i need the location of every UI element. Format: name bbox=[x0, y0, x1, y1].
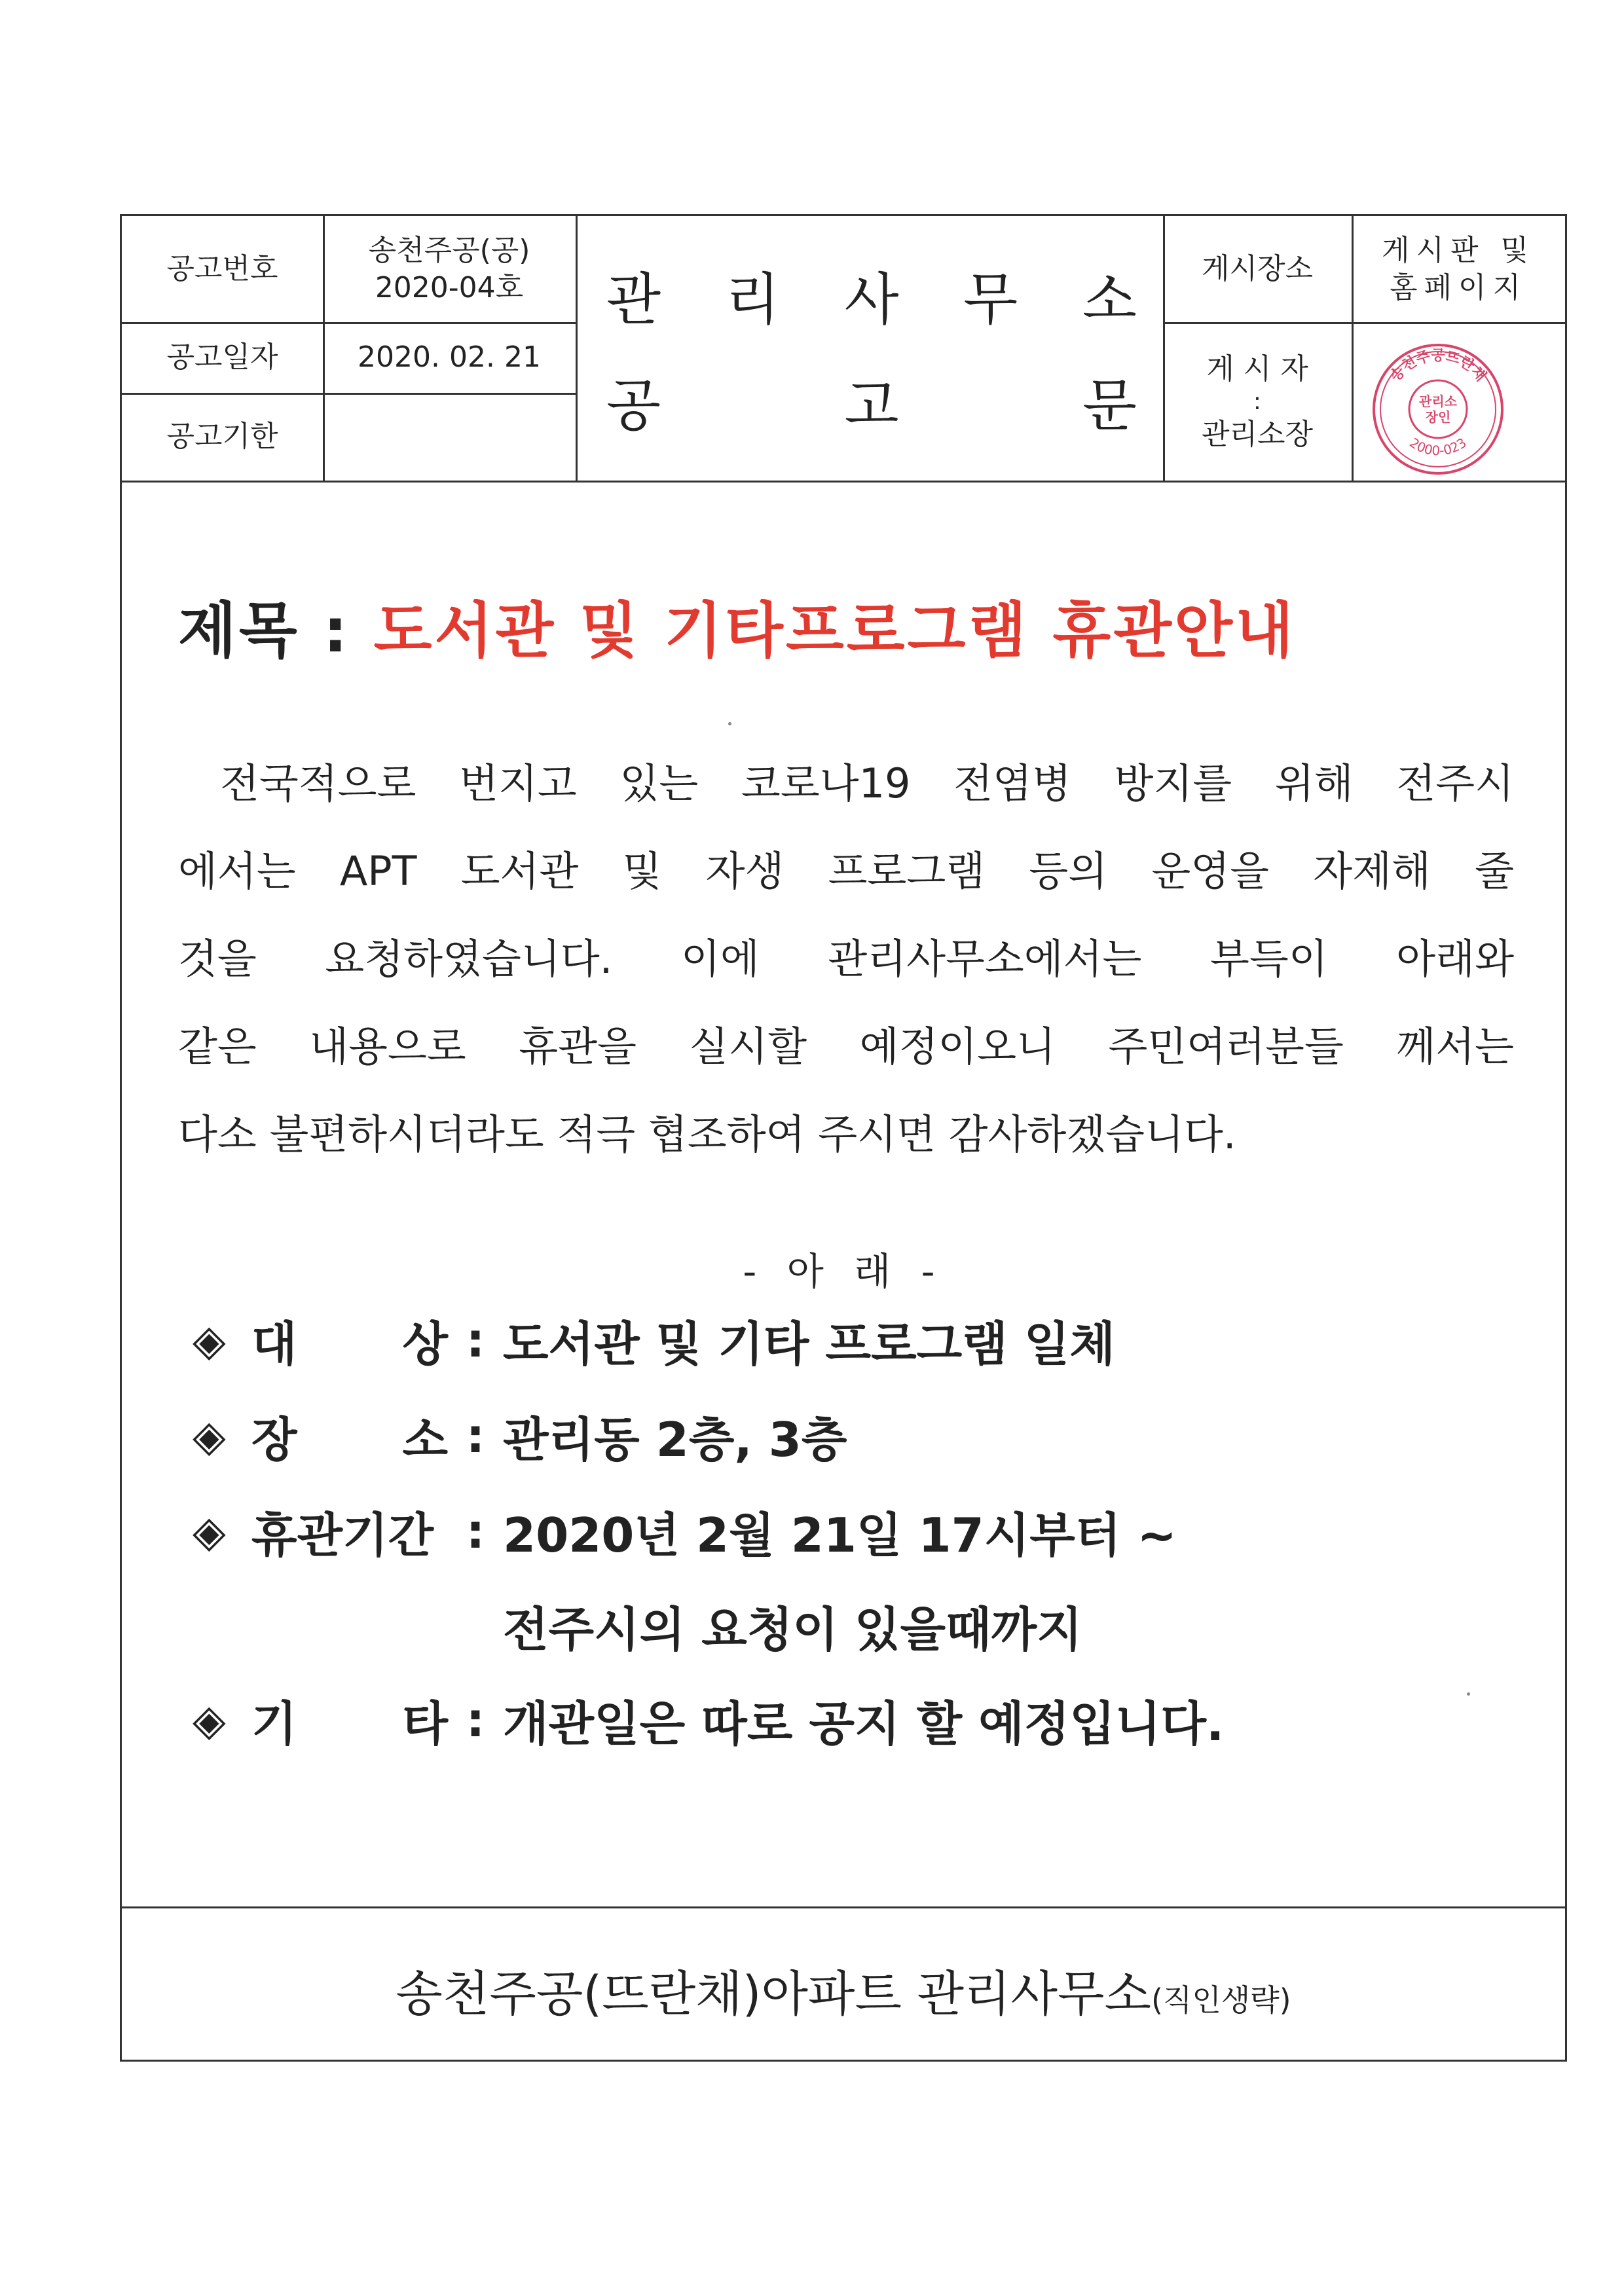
detail-key: 휴관기간 bbox=[251, 1508, 434, 1563]
detail-key: 장 소 bbox=[251, 1412, 448, 1467]
body-paragraph bbox=[178, 740, 1514, 1178]
poster-label: 게 시 자 bbox=[1206, 352, 1308, 386]
footer bbox=[122, 1906, 1565, 2062]
scan-speck bbox=[728, 722, 731, 725]
title-char: 문 bbox=[1082, 373, 1137, 439]
body-line: 것을 요청하였습니다. 이에 관리사무소에서는 부득이 아래와 bbox=[178, 935, 1514, 983]
title-char: 무 bbox=[963, 267, 1018, 333]
title-char: 리 bbox=[725, 267, 780, 333]
title-char: 관 bbox=[606, 267, 661, 333]
detail-target bbox=[193, 1306, 1115, 1374]
body-line: 같은 내용으로 휴관을 실시할 예정이오니 주민여러분들 께서는 bbox=[178, 1023, 1514, 1070]
issuer-name: 송천주공(뜨란채)아파트 관리사무소 bbox=[396, 1966, 1151, 2022]
notice-number-label: 공고번호 bbox=[166, 252, 278, 286]
detail-key: 기 타 bbox=[251, 1696, 448, 1751]
detail-colon: : bbox=[466, 1504, 485, 1559]
scan-speck bbox=[1467, 1692, 1470, 1696]
detail-colon: : bbox=[466, 1313, 485, 1368]
title-char: 소 bbox=[1082, 267, 1137, 333]
notice-period-value bbox=[323, 393, 576, 481]
body-line: 에서는 APT 도서관 및 자생 프로그램 등의 운영을 자제해 줄 bbox=[178, 847, 1514, 895]
diamond-bullet-icon: ◈ bbox=[193, 1506, 226, 1557]
title-line-2 bbox=[606, 360, 1137, 441]
title-char: 고 bbox=[844, 373, 899, 439]
subject-line bbox=[178, 583, 1296, 669]
notice-number-value bbox=[323, 216, 576, 322]
svg-text:2000-023: 2000-023 bbox=[1407, 434, 1469, 459]
header-table bbox=[122, 216, 1565, 483]
seal-omitted-note: (직인생략) bbox=[1151, 1982, 1291, 2018]
svg-text:송천주공뜨란채: 송천주공뜨란채 bbox=[1387, 348, 1489, 385]
issuer-line bbox=[122, 1956, 1565, 2025]
notice-date-value: 2020. 02. 21 bbox=[358, 340, 541, 374]
detail-value: 관리동 2층, 3층 bbox=[503, 1412, 847, 1467]
detail-value: 2020년 2월 21일 17시부터 ~ bbox=[503, 1508, 1177, 1563]
subject-label: 제목 : bbox=[178, 596, 350, 666]
notice-number-line1: 송천주공(공) bbox=[368, 233, 530, 267]
notice-document bbox=[120, 214, 1567, 2062]
notice-number-line2: 2020-04호 bbox=[375, 271, 524, 304]
detail-colon: : bbox=[466, 1692, 485, 1747]
notice-date-label: 공고일자 bbox=[166, 340, 278, 374]
poster-value: 관리소장 bbox=[1201, 417, 1313, 451]
official-seal-stamp bbox=[1369, 340, 1507, 478]
detail-closure-period bbox=[193, 1497, 1177, 1565]
notice-period-label: 공고기한 bbox=[166, 420, 278, 454]
detail-value: 전주시의 요청이 있을때까지 bbox=[503, 1602, 1082, 1657]
subject-title: 도서관 및 기타프로그램 휴관안내 bbox=[373, 596, 1296, 666]
detail-place bbox=[193, 1402, 847, 1470]
poster-colon: : bbox=[1253, 388, 1262, 415]
detail-value: 개관일은 따로 공지 할 예정입니다. bbox=[503, 1696, 1225, 1751]
body-line: 전국적으로 번지고 있는 코로나19 전염병 방지를 위해 전주시 bbox=[220, 759, 1514, 807]
detail-other bbox=[193, 1686, 1224, 1754]
poster-cell bbox=[1163, 322, 1352, 481]
diamond-bullet-icon: ◈ bbox=[193, 1694, 226, 1745]
detail-key: 대 상 bbox=[251, 1317, 448, 1372]
title-char: 공 bbox=[606, 373, 661, 439]
diamond-bullet-icon: ◈ bbox=[193, 1315, 226, 1366]
post-place-value bbox=[1352, 216, 1565, 322]
body-line: 다소 불편하시더라도 적극 협조하여 주시면 감사하겠습니다. bbox=[178, 1110, 1236, 1158]
detail-closure-period-cont bbox=[503, 1592, 1082, 1660]
post-place-line2: 홈페이지 bbox=[1389, 271, 1527, 304]
post-place-line1: 게시판 및 bbox=[1381, 233, 1535, 267]
svg-text:장인: 장인 bbox=[1425, 409, 1451, 425]
detail-value: 도서관 및 기타 프로그램 일체 bbox=[503, 1317, 1115, 1372]
svg-text:관리소: 관리소 bbox=[1419, 393, 1457, 409]
detail-colon: : bbox=[466, 1408, 485, 1463]
below-heading: - 아 래 - bbox=[743, 1249, 944, 1294]
post-place-label: 게시장소 bbox=[1201, 252, 1313, 286]
title-line-1 bbox=[606, 254, 1137, 335]
office-notice-title bbox=[580, 216, 1163, 481]
diamond-bullet-icon: ◈ bbox=[193, 1410, 226, 1461]
title-char: 사 bbox=[844, 267, 899, 333]
